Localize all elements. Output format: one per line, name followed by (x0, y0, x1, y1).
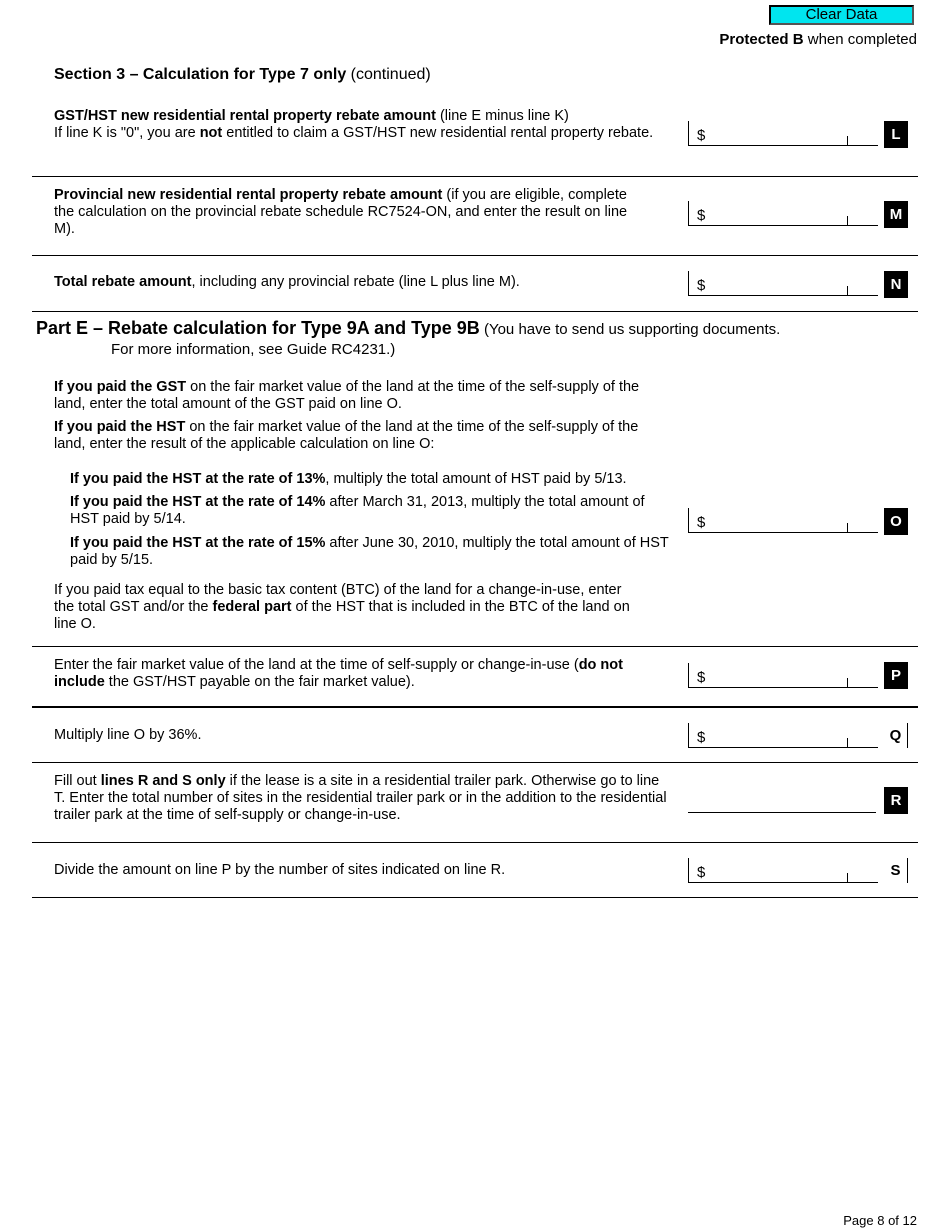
line-r-number-field (688, 788, 876, 813)
line-q-label: Q (884, 723, 908, 748)
line-l-amount-field (688, 121, 878, 146)
line-q-amount-field (688, 723, 878, 748)
line-s-label: S (884, 858, 908, 883)
currency-sign: $ (697, 729, 706, 746)
divider (32, 897, 918, 898)
divider (32, 646, 918, 647)
cents-divider (847, 738, 848, 747)
cents-divider (847, 678, 848, 687)
currency-sign: $ (697, 277, 706, 294)
line-o-hst-instruction: If you paid the HST on the fair market value of the land at the time of the self-supply of the land, enter the result of the applicable calculation on line O: (54, 419, 639, 452)
line-l-input[interactable] (709, 123, 841, 143)
cents-divider (847, 286, 848, 295)
line-m-input[interactable] (709, 203, 841, 223)
line-n-input[interactable] (709, 273, 841, 293)
line-p-input[interactable] (709, 665, 841, 685)
line-m-description: Provincial new residential rental property rebate amount (if you are eligible, complete the calculation on the provincial rebate schedule RC7524-ON, and enter the result on line M). (54, 187, 628, 237)
cents-divider (847, 873, 848, 882)
line-p-label: P (884, 662, 908, 689)
line-o-label: O (884, 508, 908, 535)
line-r-input[interactable] (688, 790, 873, 810)
cents-divider (847, 523, 848, 532)
currency-sign: $ (697, 864, 706, 881)
line-n-description: Total rebate amount, including any provincial rebate (line L plus line M). (54, 274, 520, 290)
line-s-description: Divide the amount on line P by the number of sites indicated on line R. (54, 862, 506, 878)
divider (32, 311, 918, 312)
line-l-label: L (884, 121, 908, 148)
line-p-amount-field (688, 663, 878, 688)
line-o-gst-instruction: If you paid the GST on the fair market value of the land at the time of the self-supply of the land, enter the total amount of the GST paid on line O. (54, 379, 640, 412)
protected-b-notice: Protected B when completed (719, 31, 917, 48)
line-n-amount-field (688, 271, 878, 296)
line-r-label: R (884, 787, 908, 814)
line-l-description: GST/HST new residential rental property rebate amount (line E minus line K) If line K is "0", you are not entitled to claim a GST/HST new residential rental property rebate. (54, 108, 654, 141)
line-o-input[interactable] (709, 510, 841, 530)
currency-sign: $ (697, 669, 706, 686)
clear-data-button[interactable]: Clear Data (769, 5, 914, 25)
line-o-rate-13: If you paid the HST at the rate of 13%, multiply the total amount of HST paid by 5/13. (70, 471, 627, 487)
line-o-rate-15: If you paid the HST at the rate of 15% after June 30, 2010, multiply the total amount of HST paid by 5/15. (70, 535, 669, 568)
line-s-amount-field (688, 858, 878, 883)
part-e-title: Part E – Rebate calculation for Type 9A and Type 9B (You have to send us supporting documents. (36, 318, 781, 338)
divider (32, 762, 918, 763)
line-q-description: Multiply line O by 36%. (54, 727, 202, 743)
cents-divider (847, 216, 848, 225)
currency-sign: $ (697, 514, 706, 531)
line-p-description: Enter the fair market value of the land at the time of self-supply or change-in-use (do not include the GST/HST payable on the fair market value). (54, 657, 623, 690)
line-q-input[interactable] (709, 725, 841, 745)
line-o-btc-instruction: If you paid tax equal to the basic tax content (BTC) of the land for a change-in-use, enter the total GST and/or the federal part of the HST that is included in the BTC of the land on line O. (54, 582, 630, 632)
line-m-label: M (884, 201, 908, 228)
divider (32, 255, 918, 256)
divider (32, 706, 918, 708)
page-number: Page 8 of 12 (843, 1213, 917, 1228)
line-s-input[interactable] (709, 860, 841, 880)
line-o-rate-14: If you paid the HST at the rate of 14% after March 31, 2013, multiply the total amount of HST paid by 5/14. (70, 494, 645, 527)
section-3-title: Section 3 – Calculation for Type 7 only (continued) (54, 66, 431, 83)
line-r-description: Fill out lines R and S only if the lease is a site in a residential trailer park. Otherwise go to line T. Enter the total number of sites in the residential trailer park or in the addition to the residential trailer park at the time of self-supply or change-in-use. (54, 773, 667, 823)
line-n-label: N (884, 271, 908, 298)
line-m-amount-field (688, 201, 878, 226)
part-e-subtitle: For more information, see Guide RC4231.) (111, 341, 396, 358)
line-o-amount-field (688, 508, 878, 533)
currency-sign: $ (697, 127, 706, 144)
cents-divider (847, 136, 848, 145)
divider (32, 842, 918, 843)
currency-sign: $ (697, 207, 706, 224)
divider (32, 176, 918, 177)
